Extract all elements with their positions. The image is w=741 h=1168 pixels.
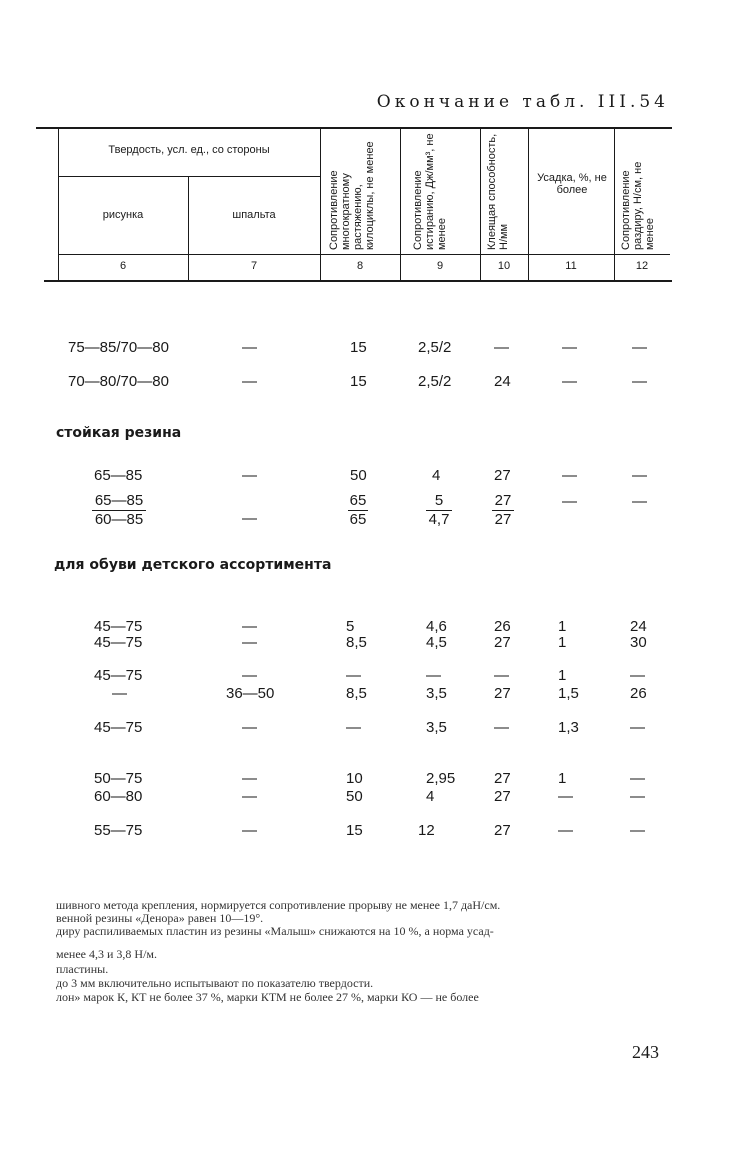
cell: 50—75 bbox=[94, 770, 143, 787]
cell: 27 bbox=[494, 822, 511, 839]
cell: 15 bbox=[346, 822, 363, 839]
fraction-numerator: 5 bbox=[426, 492, 452, 511]
cell: — bbox=[562, 373, 577, 390]
header-col11: Усадка, %, не более bbox=[537, 172, 607, 196]
col-number: 6 bbox=[119, 260, 127, 272]
cell: — bbox=[112, 685, 127, 702]
table-caption: Окончание табл. III.54 bbox=[376, 92, 669, 112]
cell: 45—75 bbox=[94, 634, 143, 651]
cell: 3,5 bbox=[426, 685, 447, 702]
cell: — bbox=[346, 667, 361, 684]
cell: 4,6 bbox=[426, 618, 447, 635]
col-divider bbox=[528, 129, 529, 280]
cell: 1 bbox=[558, 618, 567, 635]
footnote-line: менее 4,3 и 3,8 Н/м. bbox=[56, 947, 158, 961]
cell: 45—75 bbox=[94, 667, 143, 684]
cell: 24 bbox=[494, 373, 511, 390]
cell: — bbox=[632, 467, 647, 484]
header-col10: Клеящая способность, Н/мм bbox=[486, 133, 510, 250]
cell: 4,5 bbox=[426, 634, 447, 651]
cell: — bbox=[630, 822, 645, 839]
cell: — bbox=[558, 788, 573, 805]
fraction-numerator: 65 bbox=[349, 492, 367, 509]
header-col8: Сопротивление многократному растяжению, килоциклы, не менее bbox=[328, 141, 376, 250]
cell: — bbox=[242, 667, 257, 684]
cell: 12 bbox=[418, 822, 435, 839]
cell: — bbox=[494, 667, 509, 684]
cell: 1 bbox=[558, 770, 567, 787]
cell: 2,5/2 bbox=[418, 373, 452, 390]
cell: — bbox=[242, 634, 257, 651]
cell: — bbox=[242, 339, 257, 356]
footnote-line: диру распиливаемых пластин из резины «Малыш» снижаются на 10 %, а норма усад- bbox=[56, 924, 494, 938]
cell: — bbox=[562, 339, 577, 356]
col-divider bbox=[400, 129, 401, 280]
col-number: 11 bbox=[565, 260, 577, 272]
cell: 45—75 bbox=[94, 719, 143, 736]
cell: 50 bbox=[346, 788, 363, 805]
footnote-line: пластины. bbox=[56, 962, 109, 976]
header-col6: рисунка bbox=[102, 209, 144, 221]
cell: 55—75 bbox=[94, 822, 143, 839]
cell: — bbox=[558, 822, 573, 839]
header-subgroup-rule bbox=[58, 176, 320, 177]
col-number: 10 bbox=[497, 260, 511, 272]
cell: — bbox=[242, 770, 257, 787]
cell: 15 bbox=[350, 373, 367, 390]
header-col7: шпальта bbox=[232, 209, 276, 221]
fraction-denominator: 4,7 bbox=[428, 511, 450, 528]
cell: 1,5 bbox=[558, 685, 579, 702]
fraction-cell bbox=[426, 492, 452, 529]
cell: 2,5/2 bbox=[418, 339, 452, 356]
cell: 4 bbox=[426, 788, 435, 805]
header-top-rule bbox=[36, 127, 672, 129]
cell: — bbox=[242, 719, 257, 736]
cell: 1 bbox=[558, 667, 567, 684]
cell: 30 bbox=[630, 634, 647, 651]
section-heading: стойкая резина bbox=[56, 425, 182, 441]
cell: 65—85 bbox=[94, 467, 143, 484]
cell: — bbox=[562, 467, 577, 484]
col-divider bbox=[614, 129, 615, 280]
cell: 50 bbox=[350, 467, 367, 484]
fraction-cell bbox=[348, 492, 368, 529]
cell: 26 bbox=[494, 618, 511, 635]
header-mid-rule bbox=[58, 254, 670, 255]
cell: 5 bbox=[346, 618, 355, 635]
header-col12: Сопротивление раздиру, Н/см, не менее bbox=[620, 161, 656, 250]
cell: 45—75 bbox=[94, 618, 143, 635]
cell: — bbox=[632, 373, 647, 390]
col-divider bbox=[480, 129, 481, 280]
cell: — bbox=[242, 618, 257, 635]
page-number: 243 bbox=[632, 1042, 659, 1062]
footnote-line: венной резины «Денора» равен 10—19°. bbox=[56, 911, 264, 925]
cell: — bbox=[242, 510, 257, 527]
cell: — bbox=[426, 667, 441, 684]
header-col9: Сопротивление истиранию, Дж/мм³, не менее bbox=[412, 133, 448, 250]
header-hardness-group: Твердость, усл. ед., со стороны bbox=[108, 144, 270, 156]
cell: 1 bbox=[558, 634, 567, 651]
cell: 27 bbox=[494, 770, 511, 787]
cell: — bbox=[630, 788, 645, 805]
cell: 8,5 bbox=[346, 685, 367, 702]
cell: — bbox=[346, 719, 361, 736]
cell: 27 bbox=[494, 685, 511, 702]
col-number: 7 bbox=[250, 260, 258, 272]
fraction-numerator: 27 bbox=[492, 492, 514, 511]
fraction-numerator: 65—85 bbox=[92, 492, 146, 511]
cell: 8,5 bbox=[346, 634, 367, 651]
cell: — bbox=[630, 719, 645, 736]
cell: 26 bbox=[630, 685, 647, 702]
cell: — bbox=[242, 373, 257, 390]
cell: 36—50 bbox=[226, 685, 275, 702]
cell: — bbox=[242, 822, 257, 839]
cell: — bbox=[632, 339, 647, 356]
cell: — bbox=[632, 493, 647, 510]
cell: 10 bbox=[346, 770, 363, 787]
section-heading: для обуви детского ассортимента bbox=[54, 557, 332, 573]
col-number: 9 bbox=[436, 260, 444, 272]
cell: — bbox=[562, 493, 577, 510]
fraction-denominator: 27 bbox=[494, 511, 512, 528]
footnote-line: до 3 мм включительно испытывают по показателю твердости. bbox=[56, 976, 374, 990]
footnote-line: шивного метода крепления, нормируется сопротивление прорыву не менее 1,7 даН/см. bbox=[56, 898, 501, 912]
fraction-denominator: 65 bbox=[349, 511, 367, 528]
cell: 27 bbox=[494, 788, 511, 805]
fraction-cell bbox=[492, 492, 514, 529]
col-number: 12 bbox=[635, 260, 649, 272]
cell: 70—80/70—80 bbox=[68, 373, 169, 390]
cell: — bbox=[630, 770, 645, 787]
fraction-denominator: 60—85 bbox=[94, 511, 144, 528]
cell: 1,3 bbox=[558, 719, 579, 736]
col-divider bbox=[320, 129, 321, 280]
cell: — bbox=[242, 467, 257, 484]
cell: — bbox=[242, 788, 257, 805]
cell: — bbox=[630, 667, 645, 684]
cell: 4 bbox=[432, 467, 441, 484]
header-bottom-rule bbox=[44, 280, 672, 282]
cell: 3,5 bbox=[426, 719, 447, 736]
footnote-line: лон» марок К, КТ не более 37 %, марки КТМ не более 27 %, марки КО — не более bbox=[56, 990, 479, 1004]
cell: — bbox=[494, 719, 509, 736]
cell: 27 bbox=[494, 634, 511, 651]
fraction-cell bbox=[92, 492, 146, 529]
cell: 15 bbox=[350, 339, 367, 356]
cell: 27 bbox=[494, 467, 511, 484]
cell: 60—80 bbox=[94, 788, 143, 805]
cell: 2,95 bbox=[426, 770, 456, 787]
col-number: 8 bbox=[356, 260, 364, 272]
cell: — bbox=[494, 339, 509, 356]
cell: 75—85/70—80 bbox=[68, 339, 169, 356]
cell: 24 bbox=[630, 618, 647, 635]
